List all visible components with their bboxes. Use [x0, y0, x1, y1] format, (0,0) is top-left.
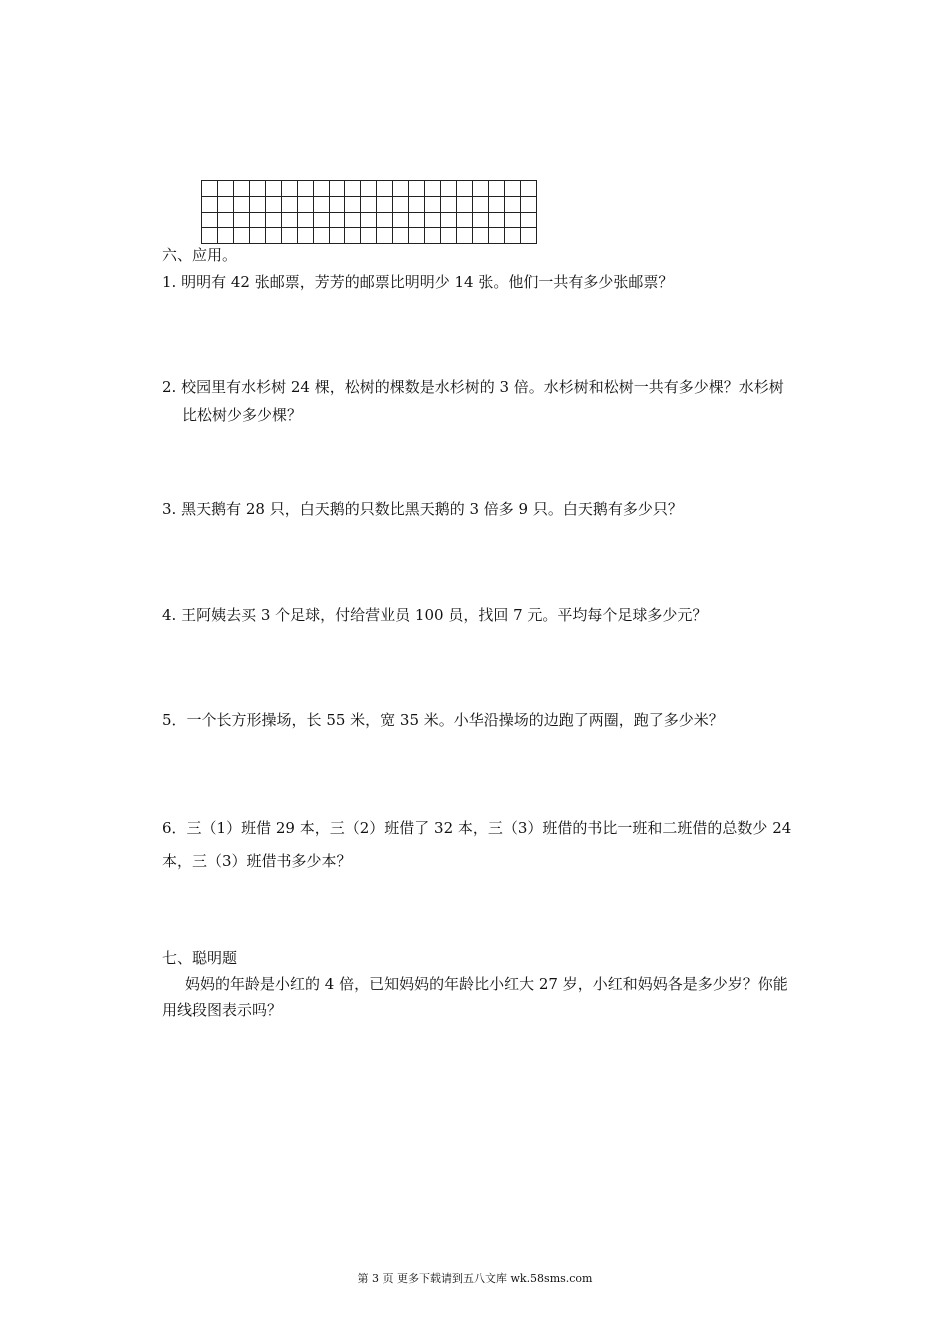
- grid-cell: [265, 181, 281, 197]
- question-2-line-1: 2. 校园里有水杉树 24 棵，松树的棵数是水杉树的 3 倍。水杉树和松树一共有多少棵？水杉树: [162, 378, 784, 396]
- grid-cell: [457, 196, 473, 212]
- grid-cell: [457, 212, 473, 228]
- grid-cell: [202, 196, 218, 212]
- section-6-title: 六、应用。: [162, 246, 238, 264]
- grid-cell: [233, 196, 249, 212]
- grid-cell: [313, 212, 329, 228]
- grid-cell: [409, 228, 425, 244]
- grid-cell: [488, 181, 504, 197]
- grid-cell: [313, 228, 329, 244]
- grid-cell: [249, 212, 265, 228]
- clever-question-line-2: 用线段图表示吗？: [162, 1001, 283, 1019]
- grid-cell: [297, 196, 313, 212]
- grid-cell: [425, 212, 441, 228]
- grid-cell: [520, 228, 536, 244]
- grid-cell: [249, 196, 265, 212]
- writing-grid: [201, 180, 537, 244]
- grid-cell: [520, 196, 536, 212]
- grid-cell: [281, 181, 297, 197]
- grid-row: [202, 181, 537, 197]
- grid-cell: [233, 181, 249, 197]
- grid-cell: [377, 212, 393, 228]
- grid-cell: [202, 181, 218, 197]
- grid-cell: [345, 196, 361, 212]
- grid-cell: [472, 196, 488, 212]
- grid-cell: [297, 212, 313, 228]
- grid-cell: [265, 196, 281, 212]
- grid-cell: [504, 228, 520, 244]
- question-5: 5．一个长方形操场，长 55 米，宽 35 米。小华沿操场的边跑了两圈，跑了多少米？: [162, 711, 724, 729]
- grid-cell: [217, 181, 233, 197]
- grid-cell: [441, 212, 457, 228]
- grid-cell: [329, 212, 345, 228]
- grid-cell: [488, 212, 504, 228]
- grid-row: [202, 212, 537, 228]
- grid-cell: [217, 228, 233, 244]
- grid-cell: [472, 212, 488, 228]
- grid-cell: [249, 228, 265, 244]
- grid-cell: [345, 181, 361, 197]
- grid-cell: [504, 196, 520, 212]
- grid-cell: [329, 228, 345, 244]
- grid-cell: [393, 228, 409, 244]
- clever-question-line-1: 妈妈的年龄是小红的 4 倍，已知妈妈的年龄比小红大 27 岁，小红和妈妈各是多少岁？你能: [185, 975, 788, 993]
- grid-cell: [393, 181, 409, 197]
- grid-cell: [425, 196, 441, 212]
- grid-cell: [233, 212, 249, 228]
- grid-cell: [472, 181, 488, 197]
- grid-cell: [457, 228, 473, 244]
- grid-cell: [504, 181, 520, 197]
- grid-cell: [297, 181, 313, 197]
- grid-cell: [488, 228, 504, 244]
- grid-cell: [409, 196, 425, 212]
- grid-cell: [249, 181, 265, 197]
- section-7-title: 七、聪明题: [162, 949, 238, 967]
- grid-cell: [233, 228, 249, 244]
- question-4: 4. 王阿姨去买 3 个足球，付给营业员 100 员，找回 7 元。平均每个足球多少元？: [162, 606, 708, 624]
- grid-cell: [313, 196, 329, 212]
- grid-cell: [441, 196, 457, 212]
- grid-cell: [361, 181, 377, 197]
- grid-cell: [472, 228, 488, 244]
- grid-cell: [297, 228, 313, 244]
- question-3: 3. 黑天鹅有 28 只，白天鹅的只数比黑天鹅的 3 倍多 9 只。白天鹅有多少只？: [162, 500, 683, 518]
- grid-cell: [281, 228, 297, 244]
- question-1: 1. 明明有 42 张邮票，芳芳的邮票比明明少 14 张。他们一共有多少张邮票？: [162, 273, 674, 291]
- grid-cell: [313, 181, 329, 197]
- grid-cell: [281, 212, 297, 228]
- grid-cell: [457, 181, 473, 197]
- grid-cell: [520, 212, 536, 228]
- grid-cell: [217, 212, 233, 228]
- grid-row: [202, 228, 537, 244]
- page-footer: 第 3 页 更多下载请到五八文库 wk.58sms.com: [357, 1272, 593, 1285]
- grid-row: [202, 196, 537, 212]
- grid-cell: [425, 228, 441, 244]
- grid-cell: [345, 212, 361, 228]
- grid-cell: [329, 181, 345, 197]
- grid-cell: [329, 196, 345, 212]
- grid-cell: [441, 228, 457, 244]
- grid-cell: [377, 181, 393, 197]
- grid-cell: [202, 212, 218, 228]
- grid-cell: [217, 196, 233, 212]
- question-6-line-1: 6．三（1）班借 29 本，三（2）班借了 32 本，三（3）班借的书比一班和二班借的总数少 24: [162, 819, 792, 837]
- grid-cell: [361, 212, 377, 228]
- grid-cell: [361, 228, 377, 244]
- question-6-line-2: 本，三（3）班借书多少本？: [162, 852, 352, 870]
- grid-cell: [520, 181, 536, 197]
- grid-cell: [377, 196, 393, 212]
- grid-cell: [345, 228, 361, 244]
- grid-cell: [409, 212, 425, 228]
- grid-cell: [281, 196, 297, 212]
- grid-cell: [441, 181, 457, 197]
- question-2-line-2: 比松树少多少棵？: [182, 406, 303, 424]
- grid-cell: [377, 228, 393, 244]
- grid-cell: [265, 228, 281, 244]
- grid-cell: [361, 196, 377, 212]
- grid-cell: [409, 181, 425, 197]
- grid-cell: [393, 212, 409, 228]
- grid-cell: [488, 196, 504, 212]
- grid-cell: [393, 196, 409, 212]
- grid-cell: [202, 228, 218, 244]
- grid-cell: [504, 212, 520, 228]
- grid-cell: [265, 212, 281, 228]
- grid-cell: [425, 181, 441, 197]
